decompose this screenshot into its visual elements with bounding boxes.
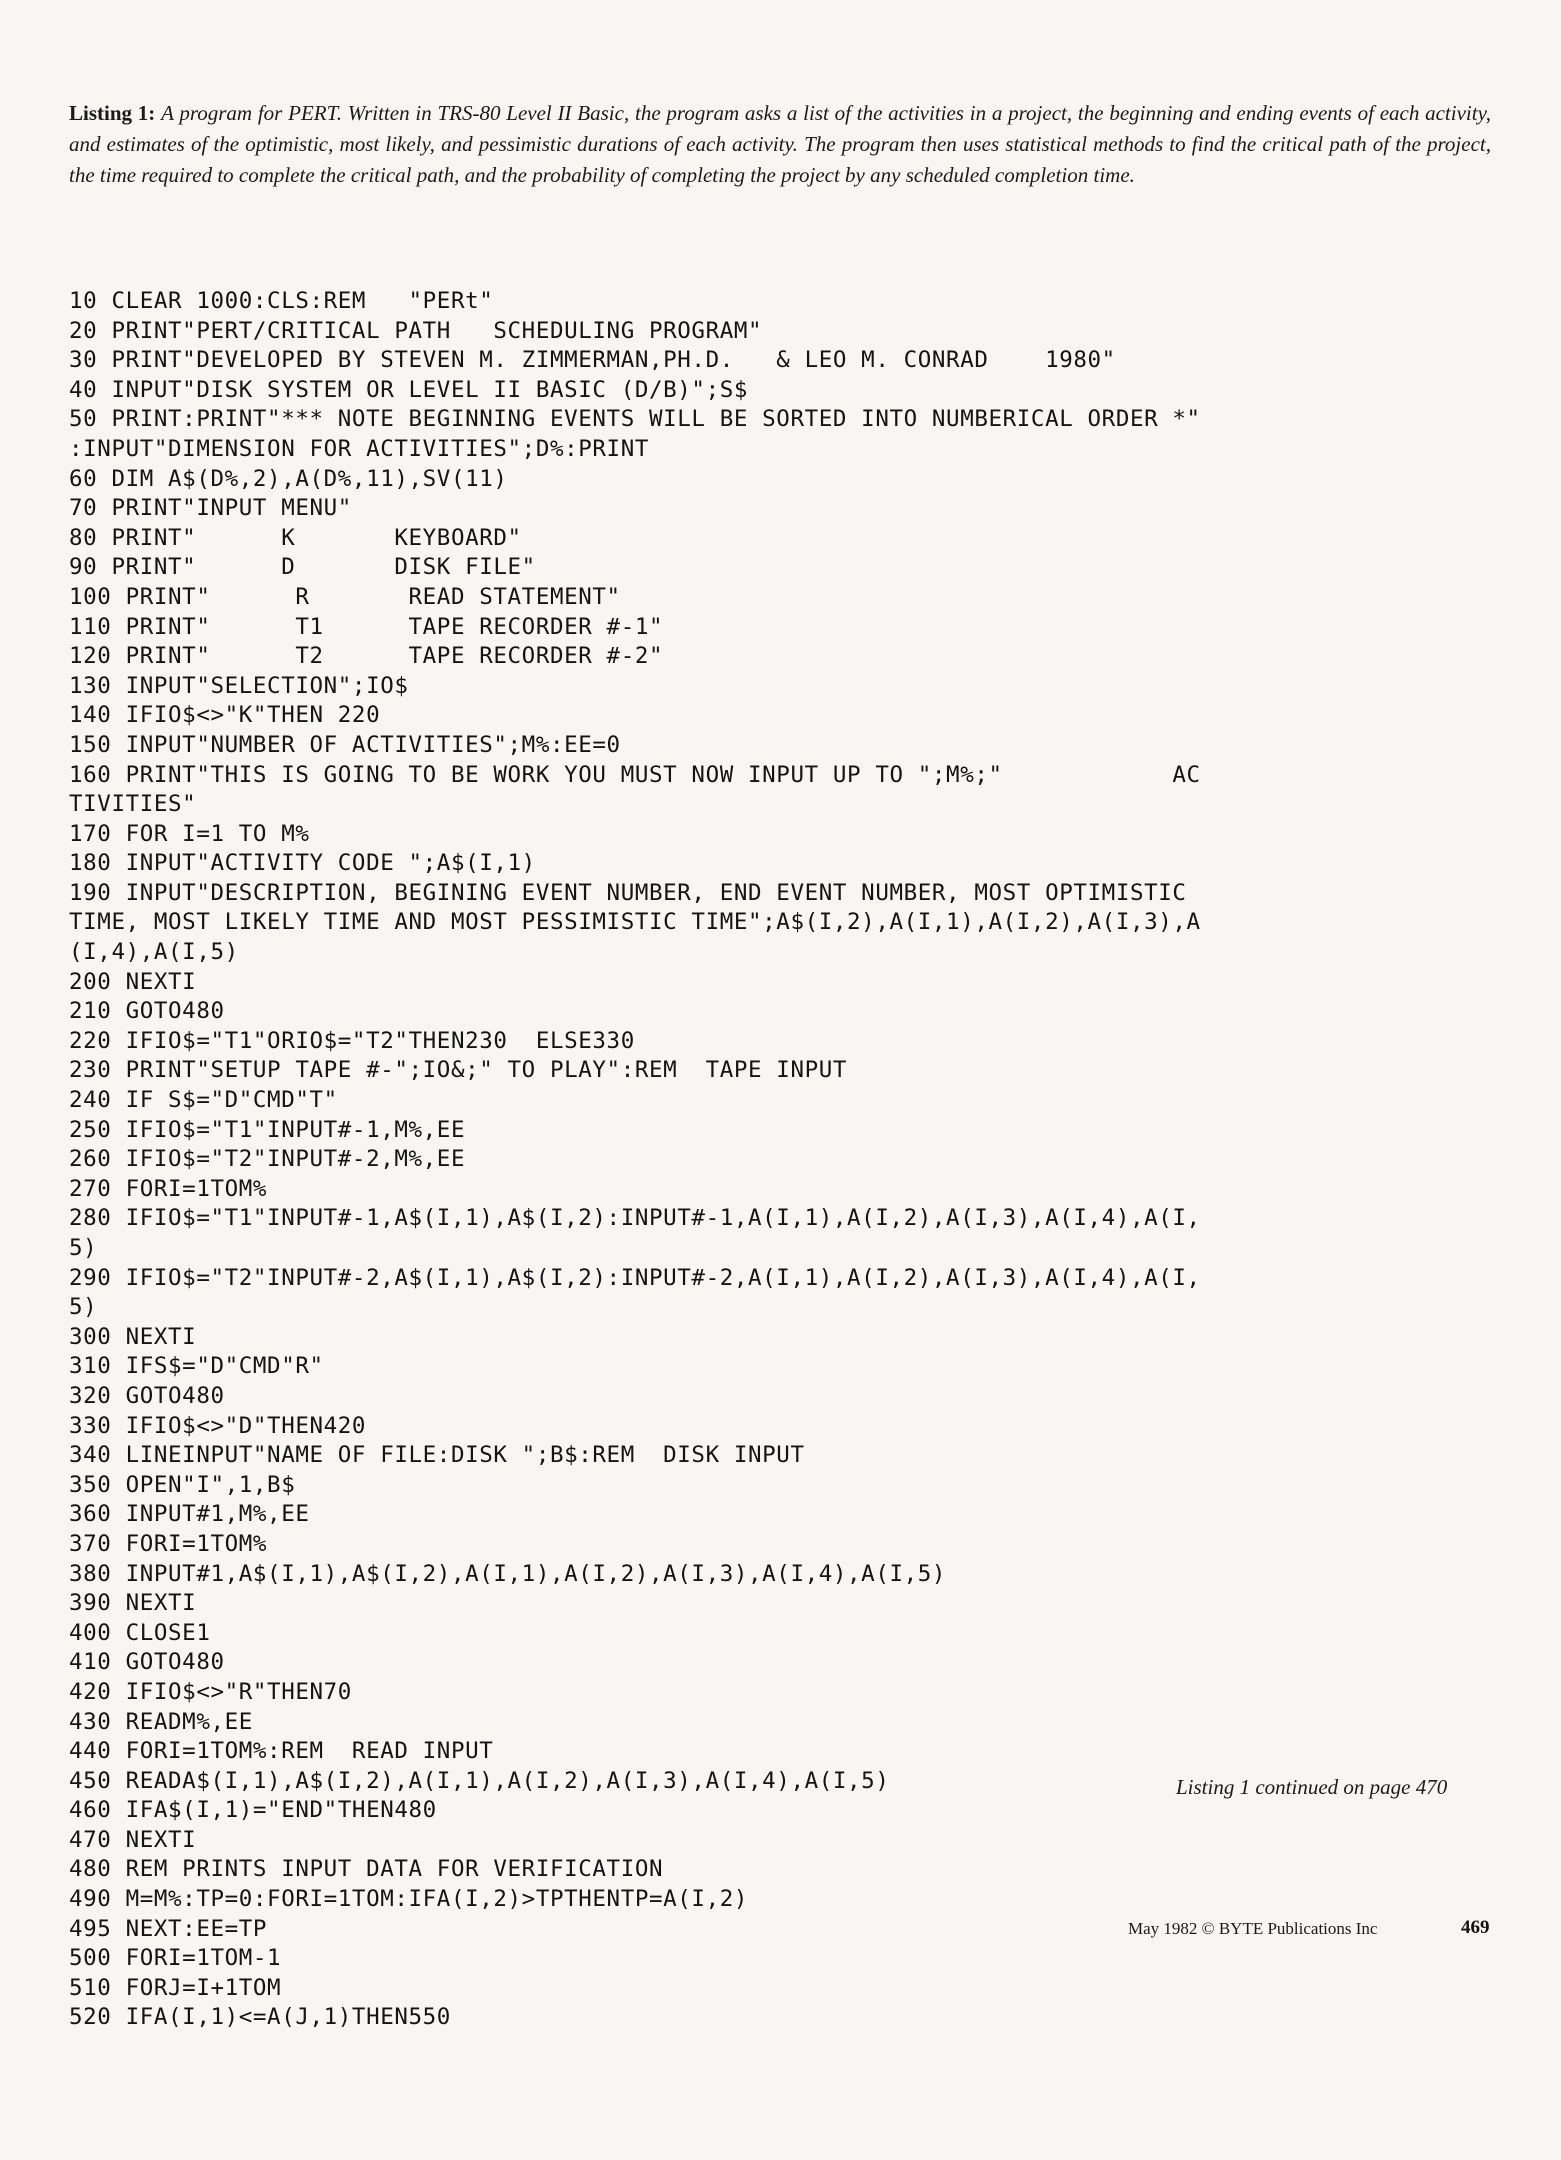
code-line: 320 GOTO480 bbox=[69, 1382, 225, 1409]
code-line: 450 READA$(I,1),A$(I,2),A(I,1),A(I,2),A(I,3),A(I,4),A(I,5) bbox=[69, 1767, 890, 1794]
code-line: 50 PRINT:PRINT"*** NOTE BEGINNING EVENTS WILL BE SORTED INTO NUMBERICAL ORDER *" bbox=[69, 406, 1201, 433]
code-line: 510 FORJ=I+1TOM bbox=[69, 1974, 282, 2001]
code-line: TIVITIES" bbox=[69, 791, 197, 818]
code-line: 330 IFIO$<>"D"THEN420 bbox=[69, 1412, 367, 1439]
code-line: 120 PRINT" T2 TAPE RECORDER #-2" bbox=[69, 643, 664, 670]
code-line: 500 FORI=1TOM-1 bbox=[69, 1945, 282, 1972]
code-line: 80 PRINT" K KEYBOARD" bbox=[69, 524, 522, 551]
code-line: 495 NEXT:EE=TP bbox=[69, 1915, 268, 1942]
code-line: 280 IFIO$="T1"INPUT#-1,A$(I,1),A$(I,2):INPUT#-1,A(I,1),A(I,2),A(I,3),A(I,4),A(I, bbox=[69, 1205, 1201, 1232]
code-line: 380 INPUT#1,A$(I,1),A$(I,2),A(I,1),A(I,2),A(I,3),A(I,4),A(I,5) bbox=[69, 1560, 947, 1587]
code-line: 270 FORI=1TOM% bbox=[69, 1175, 268, 1202]
code-line: (I,4),A(I,5) bbox=[69, 939, 239, 966]
code-line: 350 OPEN"I",1,B$ bbox=[69, 1471, 296, 1498]
code-line: 260 IFIO$="T2"INPUT#-2,M%,EE bbox=[69, 1146, 466, 1173]
code-line: 300 NEXTI bbox=[69, 1323, 197, 1350]
code-line: 220 IFIO$="T1"ORIO$="T2"THEN230 ELSE330 bbox=[69, 1027, 635, 1054]
code-line: 430 READM%,EE bbox=[69, 1708, 253, 1735]
code-line: 60 DIM A$(D%,2),A(D%,11),SV(11) bbox=[69, 465, 508, 492]
code-line: 150 INPUT"NUMBER OF ACTIVITIES";M%:EE=0 bbox=[69, 731, 621, 758]
code-line: 130 INPUT"SELECTION";IO$ bbox=[69, 672, 409, 699]
code-line: 250 IFIO$="T1"INPUT#-1,M%,EE bbox=[69, 1116, 466, 1143]
listing-caption bbox=[69, 98, 1491, 191]
code-line: :INPUT"DIMENSION FOR ACTIVITIES";D%:PRINT bbox=[69, 435, 649, 462]
code-line: 90 PRINT" D DISK FILE" bbox=[69, 554, 536, 581]
code-line: 170 FOR I=1 TO M% bbox=[69, 820, 310, 847]
code-line: 440 FORI=1TOM%:REM READ INPUT bbox=[69, 1738, 494, 1765]
code-listing bbox=[69, 287, 1509, 2033]
footer-publication: May 1982 © BYTE Publications Inc bbox=[1128, 1919, 1378, 1938]
code-line: 460 IFA$(I,1)="END"THEN480 bbox=[69, 1797, 437, 1824]
code-line: 370 FORI=1TOM% bbox=[69, 1530, 268, 1557]
code-line: 70 PRINT"INPUT MENU" bbox=[69, 495, 352, 522]
code-line: 400 CLOSE1 bbox=[69, 1619, 211, 1646]
code-line: 30 PRINT"DEVELOPED BY STEVEN M. ZIMMERMAN,PH.D. & LEO M. CONRAD 1980" bbox=[69, 347, 1116, 374]
code-line: 410 GOTO480 bbox=[69, 1649, 225, 1676]
code-line: 20 PRINT"PERT/CRITICAL PATH SCHEDULING PROGRAM" bbox=[69, 317, 763, 344]
code-line: 470 NEXTI bbox=[69, 1826, 197, 1853]
code-line: 420 IFIO$<>"R"THEN70 bbox=[69, 1678, 352, 1705]
code-line: 340 LINEINPUT"NAME OF FILE:DISK ";B$:REM DISK INPUT bbox=[69, 1442, 805, 1469]
code-line: 230 PRINT"SETUP TAPE #-";IO&;" TO PLAY":REM TAPE INPUT bbox=[69, 1057, 848, 1084]
code-line: 520 IFA(I,1)<=A(J,1)THEN550 bbox=[69, 2004, 451, 2031]
code-line: 360 INPUT#1,M%,EE bbox=[69, 1501, 310, 1528]
code-line: 490 M=M%:TP=0:FORI=1TOM:IFA(I,2)>TPTHENTP=A(I,2) bbox=[69, 1886, 749, 1913]
continued-note: Listing 1 continued on page 470 bbox=[1176, 1775, 1448, 1799]
caption-label: Listing 1: bbox=[69, 101, 156, 125]
code-line: 10 CLEAR 1000:CLS:REM "PERt" bbox=[69, 288, 494, 314]
code-line: 290 IFIO$="T2"INPUT#-2,A$(I,1),A$(I,2):INPUT#-2,A(I,1),A(I,2),A(I,3),A(I,4),A(I, bbox=[69, 1264, 1201, 1291]
code-line: 40 INPUT"DISK SYSTEM OR LEVEL II BASIC (D/B)";S$ bbox=[69, 376, 749, 403]
code-line: 180 INPUT"ACTIVITY CODE ";A$(I,1) bbox=[69, 850, 536, 877]
code-line: 5) bbox=[69, 1294, 98, 1321]
code-line: 100 PRINT" R READ STATEMENT" bbox=[69, 583, 621, 610]
code-line: 390 NEXTI bbox=[69, 1590, 197, 1617]
code-line: 5) bbox=[69, 1235, 98, 1261]
code-line: 240 IF S$="D"CMD"T" bbox=[69, 1087, 338, 1114]
code-line: 190 INPUT"DESCRIPTION, BEGINING EVENT NUMBER, END EVENT NUMBER, MOST OPTIMISTIC bbox=[69, 879, 1187, 906]
code-line: 310 IFS$="D"CMD"R" bbox=[69, 1353, 324, 1380]
code-line: 160 PRINT"THIS IS GOING TO BE WORK YOU MUST NOW INPUT UP TO ";M%;" AC bbox=[69, 761, 1201, 788]
code-line: 480 REM PRINTS INPUT DATA FOR VERIFICATION bbox=[69, 1856, 664, 1883]
code-line: 210 GOTO480 bbox=[69, 998, 225, 1025]
code-line: 110 PRINT" T1 TAPE RECORDER #-1" bbox=[69, 613, 664, 640]
code-line: 140 IFIO$<>"K"THEN 220 bbox=[69, 702, 381, 729]
page-number: 469 bbox=[1461, 1917, 1490, 1938]
code-line: TIME, MOST LIKELY TIME AND MOST PESSIMISTIC TIME";A$(I,2),A(I,1),A(I,2),A(I,3),A bbox=[69, 909, 1201, 936]
caption-text: A program for PERT. Written in TRS-80 Level II Basic, the program asks a list of the activities in a project, the beginning and ending events of each activity, and estimates of the optimistic, most likely, and pessimistic durations of each activity. The program then uses statistical methods to find the critical path of the project, the time required to complete the critical path, and the probability of completing the project by any scheduled completion time. bbox=[69, 101, 1492, 187]
code-line: 200 NEXTI bbox=[69, 968, 197, 995]
